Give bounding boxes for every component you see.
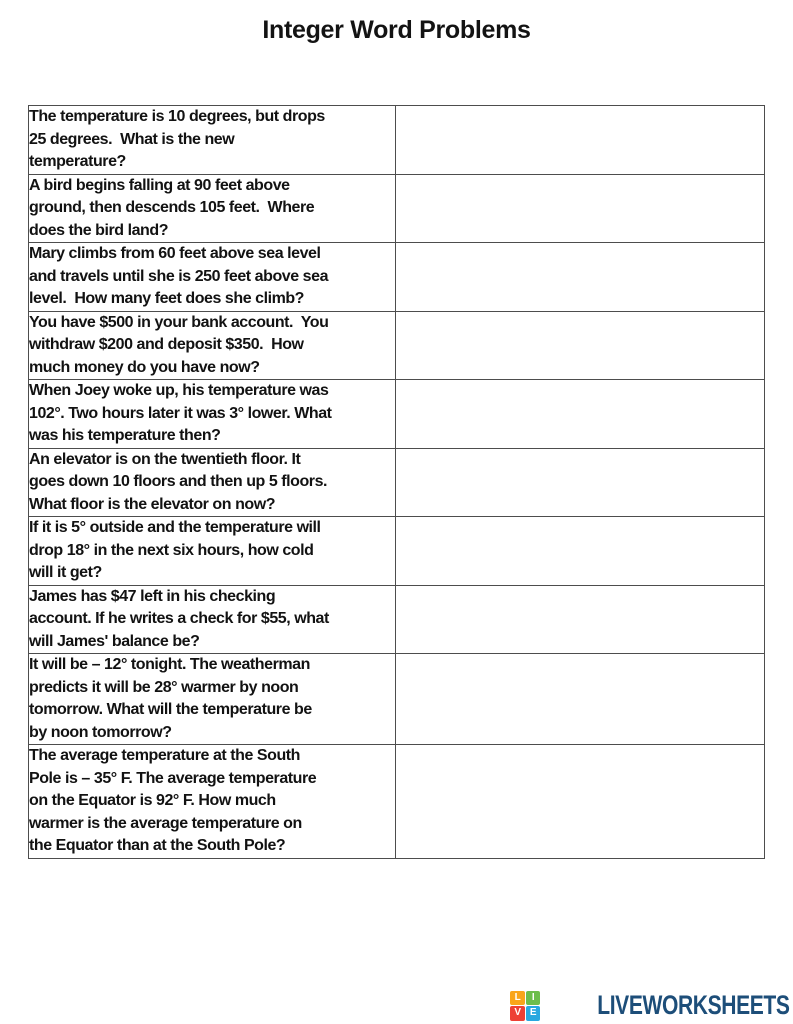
problems-table: [28, 105, 765, 859]
problem-text-line: and travels until she is 250 feet above sea: [29, 267, 329, 285]
answer-cell[interactable]: [396, 517, 765, 586]
problem-text-line: temperature?: [29, 153, 126, 170]
answer-cell[interactable]: [396, 585, 765, 654]
problem-cell: [29, 745, 396, 859]
problem-text-line: 25 degrees. What is the new: [29, 130, 235, 148]
liveworksheets-logo: [510, 990, 790, 1021]
problem-text-line: The temperature is 10 degrees, but drops: [29, 108, 325, 125]
answer-cell[interactable]: [396, 380, 765, 449]
answer-cell[interactable]: [396, 243, 765, 312]
logo-square-l: L: [510, 991, 525, 1006]
problem-text-line: much money do you have now?: [29, 358, 260, 376]
problem-text-line: on the Equator is 92° F. How much: [29, 792, 276, 809]
answer-cell[interactable]: [396, 448, 765, 517]
problem-cell: [29, 517, 396, 586]
problem-cell: [29, 174, 396, 243]
table-row: [29, 174, 765, 243]
table-row: [29, 448, 765, 517]
problem-text-line: will James' balance be?: [29, 632, 200, 650]
problem-text-line: predicts it will be 28° warmer by noon: [29, 678, 299, 696]
table-row: [29, 380, 765, 449]
problem-cell: [29, 106, 396, 175]
logo-square-v: V: [510, 1006, 525, 1021]
problem-text-line: What floor is the elevator on now?: [29, 495, 276, 513]
problem-text-line: withdraw $200 and deposit $350. How: [29, 336, 304, 353]
problem-cell: [29, 654, 396, 745]
answer-cell[interactable]: [396, 311, 765, 380]
problem-cell: [29, 448, 396, 517]
liveworksheets-logo-text: LIVEWORKSHEETS: [597, 990, 790, 1020]
table-row: [29, 745, 765, 859]
page-title: Integer Word Problems: [262, 16, 531, 44]
problem-cell: [29, 243, 396, 312]
problem-text-line: drop 18° in the next six hours, how cold: [29, 541, 314, 559]
table-row: [29, 311, 765, 380]
table-row: [29, 585, 765, 654]
problem-text-line: will it get?: [29, 564, 102, 581]
problem-text-line: James has $47 left in his checking: [29, 587, 276, 605]
answer-cell[interactable]: [396, 654, 765, 745]
problem-text-line: warmer is the average temperature on: [29, 814, 302, 832]
table-row: [29, 517, 765, 586]
problem-text-line: Pole is – 35° F. The average temperature: [29, 769, 317, 787]
liveworksheets-logo-icon: [510, 991, 540, 1021]
problem-text-line: the Equator than at the South Pole?: [29, 837, 286, 854]
answer-cell[interactable]: [396, 174, 765, 243]
problem-cell: [29, 380, 396, 449]
problem-text-line: does the bird land?: [29, 221, 169, 239]
problem-cell: [29, 585, 396, 654]
table-row: [29, 654, 765, 745]
problem-text-line: was his temperature then?: [29, 427, 221, 444]
table-row: [29, 106, 765, 175]
problem-text-line: You have $500 in your bank account. You: [29, 313, 329, 331]
problem-text-line: account. If he writes a check for $55, what: [29, 610, 329, 627]
problem-text-line: If it is 5° outside and the temperature will: [29, 519, 321, 536]
problem-text-line: An elevator is on the twentieth floor. It: [29, 450, 301, 468]
problem-text-line: Mary climbs from 60 feet above sea level: [29, 245, 321, 262]
problem-text-line: 102°. Two hours later it was 3° lower. What: [29, 404, 332, 422]
problem-text-line: It will be – 12° tonight. The weatherman: [29, 656, 310, 673]
problem-text-line: tomorrow. What will the temperature be: [29, 701, 312, 718]
answer-cell[interactable]: [396, 745, 765, 859]
logo-square-i: I: [526, 991, 541, 1006]
problem-text-line: by noon tomorrow?: [29, 723, 172, 741]
problem-text-line: ground, then descends 105 feet. Where: [29, 199, 315, 216]
table-row: [29, 243, 765, 312]
problem-text-line: A bird begins falling at 90 feet above: [29, 176, 290, 194]
problem-text-line: level. How many feet does she climb?: [29, 290, 304, 307]
problem-text-line: When Joey woke up, his temperature was: [29, 382, 329, 399]
problem-text-line: goes down 10 floors and then up 5 floors.: [29, 473, 328, 490]
logo-square-e: E: [526, 1006, 541, 1021]
answer-cell[interactable]: [396, 106, 765, 175]
problem-cell: [29, 311, 396, 380]
problem-text-line: The average temperature at the South: [29, 747, 300, 764]
problems-table-body: [29, 106, 765, 859]
